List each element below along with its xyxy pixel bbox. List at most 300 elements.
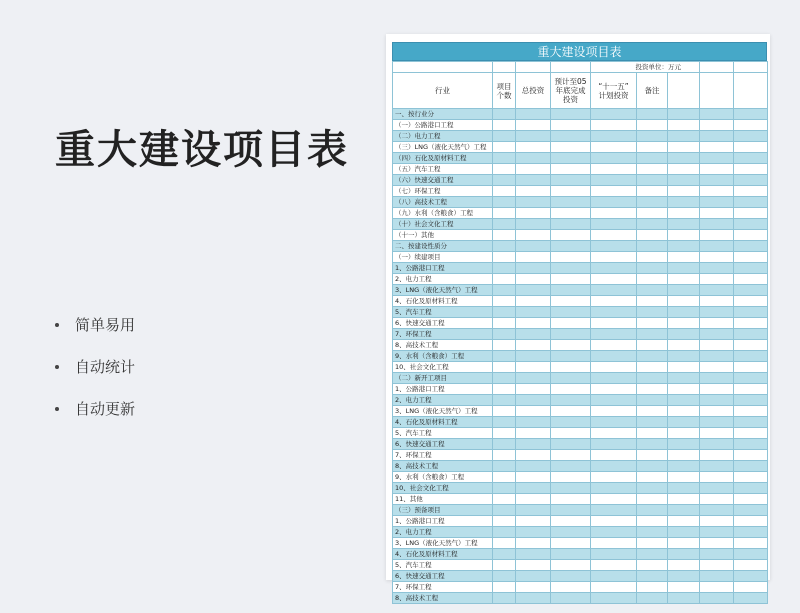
table-cell[interactable] <box>637 538 668 549</box>
table-cell[interactable] <box>551 516 591 527</box>
table-cell[interactable] <box>700 571 734 582</box>
table-cell[interactable] <box>516 538 551 549</box>
table-cell[interactable] <box>734 318 768 329</box>
table-cell[interactable] <box>493 120 516 131</box>
row-label-cell[interactable]: （八）高技术工程 <box>393 197 493 208</box>
table-cell[interactable] <box>700 285 734 296</box>
table-cell[interactable] <box>551 153 591 164</box>
table-cell[interactable] <box>551 219 591 230</box>
table-cell[interactable] <box>516 142 551 153</box>
table-cell[interactable] <box>516 472 551 483</box>
table-cell[interactable] <box>493 186 516 197</box>
table-cell[interactable] <box>734 505 768 516</box>
row-label-cell[interactable]: 3、LNG（液化天然气）工程 <box>393 285 493 296</box>
table-cell[interactable] <box>700 109 734 120</box>
table-cell[interactable] <box>734 131 768 142</box>
table-cell[interactable] <box>493 131 516 142</box>
table-cell[interactable] <box>516 384 551 395</box>
table-cell[interactable] <box>734 109 768 120</box>
row-label-cell[interactable]: （一）续建项目 <box>393 252 493 263</box>
row-label-cell[interactable]: 4、石化及原材料工程 <box>393 417 493 428</box>
table-cell[interactable] <box>700 472 734 483</box>
table-cell[interactable] <box>668 450 700 461</box>
table-cell[interactable] <box>700 549 734 560</box>
table-cell[interactable] <box>591 516 637 527</box>
row-label-cell[interactable]: 4、石化及原材料工程 <box>393 549 493 560</box>
table-cell[interactable] <box>637 406 668 417</box>
table-cell[interactable] <box>637 560 668 571</box>
table-cell[interactable] <box>591 472 637 483</box>
table-cell[interactable] <box>493 417 516 428</box>
row-label-cell[interactable]: （四）石化及原材料工程 <box>393 153 493 164</box>
table-cell[interactable] <box>637 109 668 120</box>
table-cell[interactable] <box>700 164 734 175</box>
table-cell[interactable] <box>734 142 768 153</box>
table-cell[interactable] <box>551 208 591 219</box>
table-cell[interactable] <box>591 153 637 164</box>
table-cell[interactable] <box>516 483 551 494</box>
table-cell[interactable] <box>734 384 768 395</box>
table-cell[interactable] <box>668 439 700 450</box>
table-cell[interactable] <box>591 197 637 208</box>
table-cell[interactable] <box>668 153 700 164</box>
table-cell[interactable] <box>668 527 700 538</box>
table-cell[interactable] <box>734 571 768 582</box>
table-cell[interactable] <box>551 263 591 274</box>
table-cell[interactable] <box>700 318 734 329</box>
table-cell[interactable] <box>734 439 768 450</box>
table-cell[interactable] <box>516 263 551 274</box>
table-cell[interactable] <box>637 582 668 593</box>
table-cell[interactable] <box>668 186 700 197</box>
table-cell[interactable] <box>516 362 551 373</box>
table-cell[interactable] <box>516 439 551 450</box>
table-cell[interactable] <box>637 285 668 296</box>
table-cell[interactable] <box>591 186 637 197</box>
table-cell[interactable] <box>551 395 591 406</box>
table-cell[interactable] <box>516 593 551 604</box>
table-cell[interactable] <box>551 560 591 571</box>
table-cell[interactable] <box>591 109 637 120</box>
table-cell[interactable] <box>516 230 551 241</box>
table-cell[interactable] <box>637 274 668 285</box>
table-cell[interactable] <box>516 417 551 428</box>
table-cell[interactable] <box>551 109 591 120</box>
table-cell[interactable] <box>637 186 668 197</box>
table-cell[interactable] <box>637 362 668 373</box>
table-cell[interactable] <box>668 538 700 549</box>
table-cell[interactable] <box>700 362 734 373</box>
table-cell[interactable] <box>591 241 637 252</box>
table-cell[interactable] <box>734 120 768 131</box>
table-cell[interactable] <box>591 219 637 230</box>
table-cell[interactable] <box>637 439 668 450</box>
table-cell[interactable] <box>591 406 637 417</box>
table-cell[interactable] <box>700 142 734 153</box>
table-cell[interactable] <box>516 329 551 340</box>
table-cell[interactable] <box>734 208 768 219</box>
table-cell[interactable] <box>700 593 734 604</box>
table-cell[interactable] <box>591 527 637 538</box>
table-cell[interactable] <box>551 472 591 483</box>
row-label-cell[interactable]: （五）汽车工程 <box>393 164 493 175</box>
table-cell[interactable] <box>551 175 591 186</box>
table-cell[interactable] <box>551 450 591 461</box>
table-cell[interactable] <box>493 307 516 318</box>
table-cell[interactable] <box>551 120 591 131</box>
table-cell[interactable] <box>516 197 551 208</box>
table-cell[interactable] <box>493 538 516 549</box>
table-cell[interactable] <box>516 208 551 219</box>
table-cell[interactable] <box>591 384 637 395</box>
row-label-cell[interactable]: 8、高技术工程 <box>393 593 493 604</box>
row-label-cell[interactable]: 9、水利（含粮食）工程 <box>393 351 493 362</box>
table-cell[interactable] <box>591 230 637 241</box>
table-cell[interactable] <box>493 505 516 516</box>
table-cell[interactable] <box>591 417 637 428</box>
table-cell[interactable] <box>493 373 516 384</box>
table-cell[interactable] <box>734 175 768 186</box>
table-cell[interactable] <box>591 593 637 604</box>
table-cell[interactable] <box>668 307 700 318</box>
table-cell[interactable] <box>700 208 734 219</box>
table-cell[interactable] <box>551 186 591 197</box>
table-cell[interactable] <box>700 296 734 307</box>
table-cell[interactable] <box>591 120 637 131</box>
table-cell[interactable] <box>668 560 700 571</box>
table-cell[interactable] <box>591 494 637 505</box>
table-cell[interactable] <box>668 483 700 494</box>
table-cell[interactable] <box>668 197 700 208</box>
table-cell[interactable] <box>668 230 700 241</box>
table-cell[interactable] <box>668 428 700 439</box>
table-cell[interactable] <box>493 395 516 406</box>
table-cell[interactable] <box>637 153 668 164</box>
table-cell[interactable] <box>700 186 734 197</box>
table-cell[interactable] <box>668 296 700 307</box>
table-cell[interactable] <box>700 406 734 417</box>
table-cell[interactable] <box>668 175 700 186</box>
table-cell[interactable] <box>668 571 700 582</box>
table-cell[interactable] <box>516 516 551 527</box>
table-cell[interactable] <box>516 307 551 318</box>
table-cell[interactable] <box>637 329 668 340</box>
row-label-cell[interactable]: 3、LNG（液化天然气）工程 <box>393 538 493 549</box>
table-cell[interactable] <box>551 494 591 505</box>
table-cell[interactable] <box>493 549 516 560</box>
table-cell[interactable] <box>551 252 591 263</box>
table-cell[interactable] <box>551 318 591 329</box>
table-cell[interactable] <box>637 428 668 439</box>
table-cell[interactable] <box>516 571 551 582</box>
table-cell[interactable] <box>734 472 768 483</box>
table-cell[interactable] <box>700 263 734 274</box>
table-cell[interactable] <box>637 483 668 494</box>
table-cell[interactable] <box>493 285 516 296</box>
table-cell[interactable] <box>637 527 668 538</box>
table-cell[interactable] <box>734 516 768 527</box>
table-cell[interactable] <box>668 582 700 593</box>
table-cell[interactable] <box>591 142 637 153</box>
table-cell[interactable] <box>493 296 516 307</box>
table-cell[interactable] <box>734 340 768 351</box>
table-cell[interactable] <box>551 417 591 428</box>
table-cell[interactable] <box>493 252 516 263</box>
table-cell[interactable] <box>637 461 668 472</box>
table-cell[interactable] <box>637 318 668 329</box>
table-cell[interactable] <box>493 164 516 175</box>
table-cell[interactable] <box>493 472 516 483</box>
table-cell[interactable] <box>668 164 700 175</box>
table-cell[interactable] <box>637 494 668 505</box>
table-cell[interactable] <box>516 164 551 175</box>
table-cell[interactable] <box>668 384 700 395</box>
table-cell[interactable] <box>516 450 551 461</box>
row-label-cell[interactable]: （九）水利（含粮食）工程 <box>393 208 493 219</box>
table-cell[interactable] <box>516 494 551 505</box>
table-cell[interactable] <box>591 428 637 439</box>
table-cell[interactable] <box>591 362 637 373</box>
table-cell[interactable] <box>637 120 668 131</box>
row-label-cell[interactable]: 5、汽车工程 <box>393 307 493 318</box>
table-cell[interactable] <box>591 208 637 219</box>
row-label-cell[interactable]: （三）LNG（液化天然气）工程 <box>393 142 493 153</box>
table-cell[interactable] <box>551 285 591 296</box>
table-cell[interactable] <box>700 219 734 230</box>
table-cell[interactable] <box>700 340 734 351</box>
table-cell[interactable] <box>591 351 637 362</box>
table-cell[interactable] <box>734 241 768 252</box>
table-cell[interactable] <box>700 373 734 384</box>
table-cell[interactable] <box>668 549 700 560</box>
table-cell[interactable] <box>591 274 637 285</box>
row-label-cell[interactable]: 8、高技术工程 <box>393 340 493 351</box>
table-cell[interactable] <box>516 340 551 351</box>
row-label-cell[interactable]: （三）预备项目 <box>393 505 493 516</box>
table-cell[interactable] <box>637 142 668 153</box>
row-label-cell[interactable]: 8、高技术工程 <box>393 461 493 472</box>
table-cell[interactable] <box>734 373 768 384</box>
table-cell[interactable] <box>734 307 768 318</box>
table-cell[interactable] <box>734 153 768 164</box>
table-cell[interactable] <box>637 384 668 395</box>
row-label-cell[interactable]: 6、快速交通工程 <box>393 318 493 329</box>
table-cell[interactable] <box>700 527 734 538</box>
table-cell[interactable] <box>637 219 668 230</box>
table-cell[interactable] <box>551 538 591 549</box>
row-label-cell[interactable]: 6、快速交通工程 <box>393 439 493 450</box>
table-cell[interactable] <box>591 131 637 142</box>
table-cell[interactable] <box>591 395 637 406</box>
table-cell[interactable] <box>516 395 551 406</box>
table-cell[interactable] <box>551 241 591 252</box>
table-cell[interactable] <box>493 351 516 362</box>
table-cell[interactable] <box>637 516 668 527</box>
table-cell[interactable] <box>668 219 700 230</box>
table-cell[interactable] <box>493 230 516 241</box>
table-cell[interactable] <box>700 274 734 285</box>
table-cell[interactable] <box>668 252 700 263</box>
table-cell[interactable] <box>591 164 637 175</box>
table-cell[interactable] <box>551 527 591 538</box>
row-label-cell[interactable]: 4、石化及原材料工程 <box>393 296 493 307</box>
table-cell[interactable] <box>493 384 516 395</box>
row-label-cell[interactable]: 1、公路港口工程 <box>393 263 493 274</box>
table-cell[interactable] <box>591 373 637 384</box>
table-cell[interactable] <box>700 417 734 428</box>
table-cell[interactable] <box>700 505 734 516</box>
table-cell[interactable] <box>551 571 591 582</box>
table-cell[interactable] <box>734 230 768 241</box>
table-cell[interactable] <box>493 461 516 472</box>
table-cell[interactable] <box>493 527 516 538</box>
table-cell[interactable] <box>700 252 734 263</box>
table-cell[interactable] <box>493 219 516 230</box>
table-cell[interactable] <box>637 296 668 307</box>
table-cell[interactable] <box>551 461 591 472</box>
table-cell[interactable] <box>700 153 734 164</box>
table-cell[interactable] <box>734 329 768 340</box>
row-label-cell[interactable]: 7、环保工程 <box>393 329 493 340</box>
table-cell[interactable] <box>516 461 551 472</box>
row-label-cell[interactable]: 2、电力工程 <box>393 395 493 406</box>
table-cell[interactable] <box>493 318 516 329</box>
table-cell[interactable] <box>700 307 734 318</box>
table-cell[interactable] <box>734 549 768 560</box>
table-cell[interactable] <box>591 582 637 593</box>
table-cell[interactable] <box>734 428 768 439</box>
table-cell[interactable] <box>734 186 768 197</box>
table-cell[interactable] <box>734 582 768 593</box>
table-cell[interactable] <box>551 296 591 307</box>
table-cell[interactable] <box>637 175 668 186</box>
table-cell[interactable] <box>700 450 734 461</box>
table-cell[interactable] <box>493 153 516 164</box>
table-cell[interactable] <box>668 274 700 285</box>
table-cell[interactable] <box>516 109 551 120</box>
table-cell[interactable] <box>637 307 668 318</box>
table-cell[interactable] <box>493 439 516 450</box>
table-cell[interactable] <box>637 230 668 241</box>
row-label-cell[interactable]: 7、环保工程 <box>393 450 493 461</box>
table-cell[interactable] <box>637 164 668 175</box>
table-cell[interactable] <box>493 208 516 219</box>
table-cell[interactable] <box>668 109 700 120</box>
table-cell[interactable] <box>668 318 700 329</box>
row-label-cell[interactable]: 7、环保工程 <box>393 582 493 593</box>
table-cell[interactable] <box>637 549 668 560</box>
table-cell[interactable] <box>551 329 591 340</box>
table-cell[interactable] <box>551 505 591 516</box>
table-cell[interactable] <box>591 450 637 461</box>
table-cell[interactable] <box>493 571 516 582</box>
table-cell[interactable] <box>516 131 551 142</box>
table-cell[interactable] <box>668 142 700 153</box>
table-cell[interactable] <box>668 472 700 483</box>
table-cell[interactable] <box>591 296 637 307</box>
table-cell[interactable] <box>668 329 700 340</box>
row-label-cell[interactable]: 9、水利（含粮食）工程 <box>393 472 493 483</box>
table-cell[interactable] <box>637 197 668 208</box>
table-cell[interactable] <box>551 549 591 560</box>
table-cell[interactable] <box>493 175 516 186</box>
table-cell[interactable] <box>700 439 734 450</box>
table-cell[interactable] <box>637 450 668 461</box>
table-cell[interactable] <box>637 351 668 362</box>
table-cell[interactable] <box>493 362 516 373</box>
table-cell[interactable] <box>637 593 668 604</box>
table-cell[interactable] <box>700 175 734 186</box>
table-cell[interactable] <box>734 351 768 362</box>
table-cell[interactable] <box>551 142 591 153</box>
table-cell[interactable] <box>700 329 734 340</box>
table-cell[interactable] <box>591 307 637 318</box>
row-label-cell[interactable]: 10、社会文化工程 <box>393 483 493 494</box>
table-cell[interactable] <box>591 318 637 329</box>
table-cell[interactable] <box>551 483 591 494</box>
table-cell[interactable] <box>516 582 551 593</box>
table-cell[interactable] <box>493 263 516 274</box>
table-cell[interactable] <box>516 175 551 186</box>
row-label-cell[interactable]: （十）社会文化工程 <box>393 219 493 230</box>
table-cell[interactable] <box>493 483 516 494</box>
table-cell[interactable] <box>734 219 768 230</box>
table-cell[interactable] <box>700 428 734 439</box>
row-label-cell[interactable]: （六）快速交通工程 <box>393 175 493 186</box>
table-cell[interactable] <box>516 373 551 384</box>
table-cell[interactable] <box>516 186 551 197</box>
table-cell[interactable] <box>668 505 700 516</box>
table-cell[interactable] <box>551 351 591 362</box>
table-cell[interactable] <box>551 439 591 450</box>
table-cell[interactable] <box>637 505 668 516</box>
table-cell[interactable] <box>493 274 516 285</box>
table-cell[interactable] <box>734 197 768 208</box>
table-cell[interactable] <box>734 417 768 428</box>
table-cell[interactable] <box>591 340 637 351</box>
table-cell[interactable] <box>551 593 591 604</box>
table-cell[interactable] <box>591 549 637 560</box>
table-cell[interactable] <box>516 505 551 516</box>
table-cell[interactable] <box>637 252 668 263</box>
table-cell[interactable] <box>493 340 516 351</box>
table-cell[interactable] <box>493 142 516 153</box>
table-cell[interactable] <box>700 483 734 494</box>
row-label-cell[interactable]: 二、按建设性质分 <box>393 241 493 252</box>
table-cell[interactable] <box>493 428 516 439</box>
table-cell[interactable] <box>700 395 734 406</box>
table-cell[interactable] <box>516 153 551 164</box>
table-cell[interactable] <box>668 340 700 351</box>
table-cell[interactable] <box>493 494 516 505</box>
row-label-cell[interactable]: （一）公路港口工程 <box>393 120 493 131</box>
table-cell[interactable] <box>734 593 768 604</box>
table-cell[interactable] <box>493 197 516 208</box>
table-cell[interactable] <box>668 263 700 274</box>
row-label-cell[interactable]: 1、公路港口工程 <box>393 516 493 527</box>
table-cell[interactable] <box>637 340 668 351</box>
table-cell[interactable] <box>700 351 734 362</box>
table-cell[interactable] <box>734 406 768 417</box>
table-cell[interactable] <box>700 582 734 593</box>
table-cell[interactable] <box>551 362 591 373</box>
table-cell[interactable] <box>493 109 516 120</box>
table-cell[interactable] <box>516 428 551 439</box>
table-cell[interactable] <box>591 461 637 472</box>
table-cell[interactable] <box>516 285 551 296</box>
row-label-cell[interactable]: 11、其他 <box>393 494 493 505</box>
row-label-cell[interactable]: （十一）其他 <box>393 230 493 241</box>
